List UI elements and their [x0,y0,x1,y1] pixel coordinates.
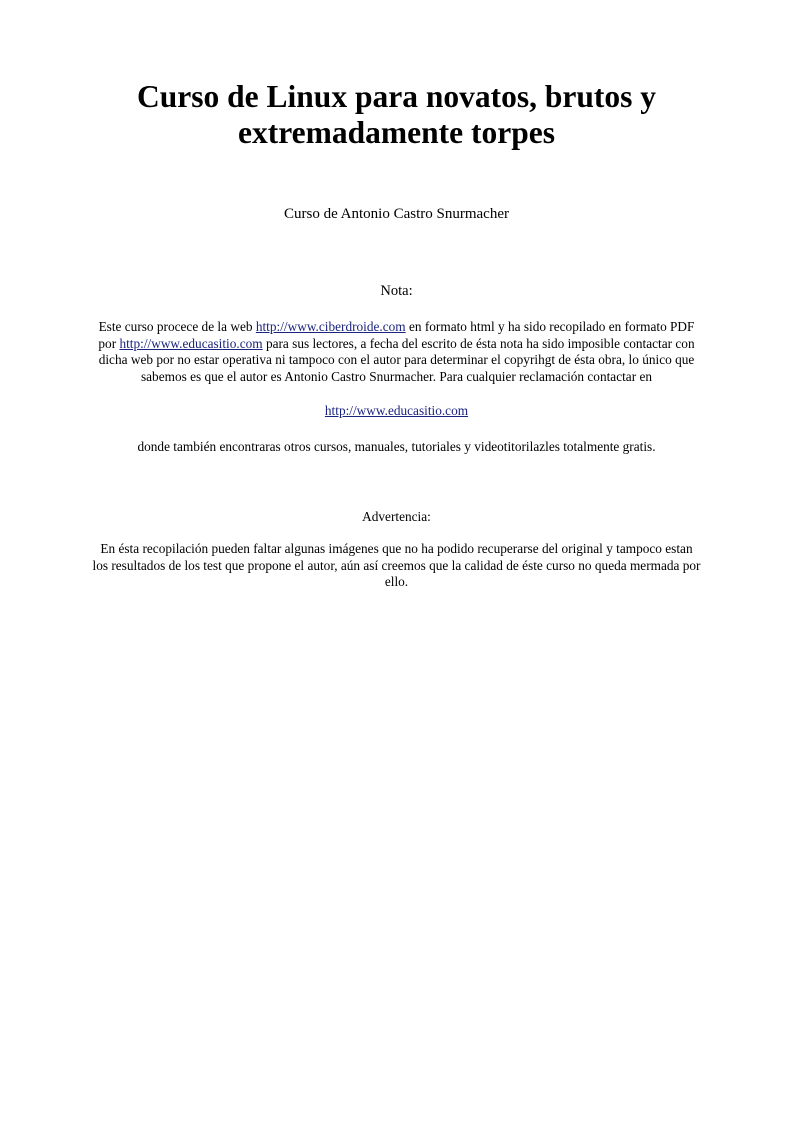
advertencia-line-2: los resultados de los test que propone el autor, aún así creemos que la calidad de éste curso no queda mermada por [92,557,701,573]
advertencia-line-3: ello. [384,574,409,589]
document-title [60,79,733,151]
title-line-1: Curso de Linux para novatos, brutos y [137,79,656,114]
contact-educasitio-link[interactable]: http://www.educasitio.com [324,403,469,418]
nota-line-2-post: para sus lectores, a fecha del escrito de ésta nota ha sido imposible contactar con [262,335,695,351]
nota-line-4: sabemos es que el autor es Antonio Castro Snurmacher. Para cualquier reclamación contactar en [140,368,652,384]
contact-link-line [60,402,733,419]
ciberdroide-link[interactable]: http://www.ciberdroide.com [255,319,406,334]
nota-line-3: dicha web por no estar operativa ni tampoco con el autor para determinar el copyrihgt de ésta obra, lo único que [98,352,695,367]
nota-line-1-post: en formato html y ha sido recopilado en formato PDF [405,319,695,334]
author-line: Curso de Antonio Castro Snurmacher [284,206,509,222]
nota-line-2 [60,336,733,353]
advertencia-line-1: En ésta recopilación pueden faltar algunas imágenes que no ha podido recuperarse del original y tampoco estan [100,541,693,556]
nota-line-2-pre: por [98,335,120,351]
educasitio-link[interactable]: http://www.educasitio.com [119,335,263,351]
nota-line-1 [60,319,733,336]
title-line-2: extremadamente torpes [238,115,555,150]
nota-paragraph [60,319,733,385]
advertencia-heading: Advertencia: [362,509,431,524]
nota-line-1-pre: Este curso procece de la web [98,319,256,334]
nota-heading: Nota: [380,283,413,299]
gratis-line: donde también encontraras otros cursos, manuales, tutoriales y videotitorilazles totalmente gratis. [137,439,656,454]
advertencia-paragraph [60,541,733,591]
